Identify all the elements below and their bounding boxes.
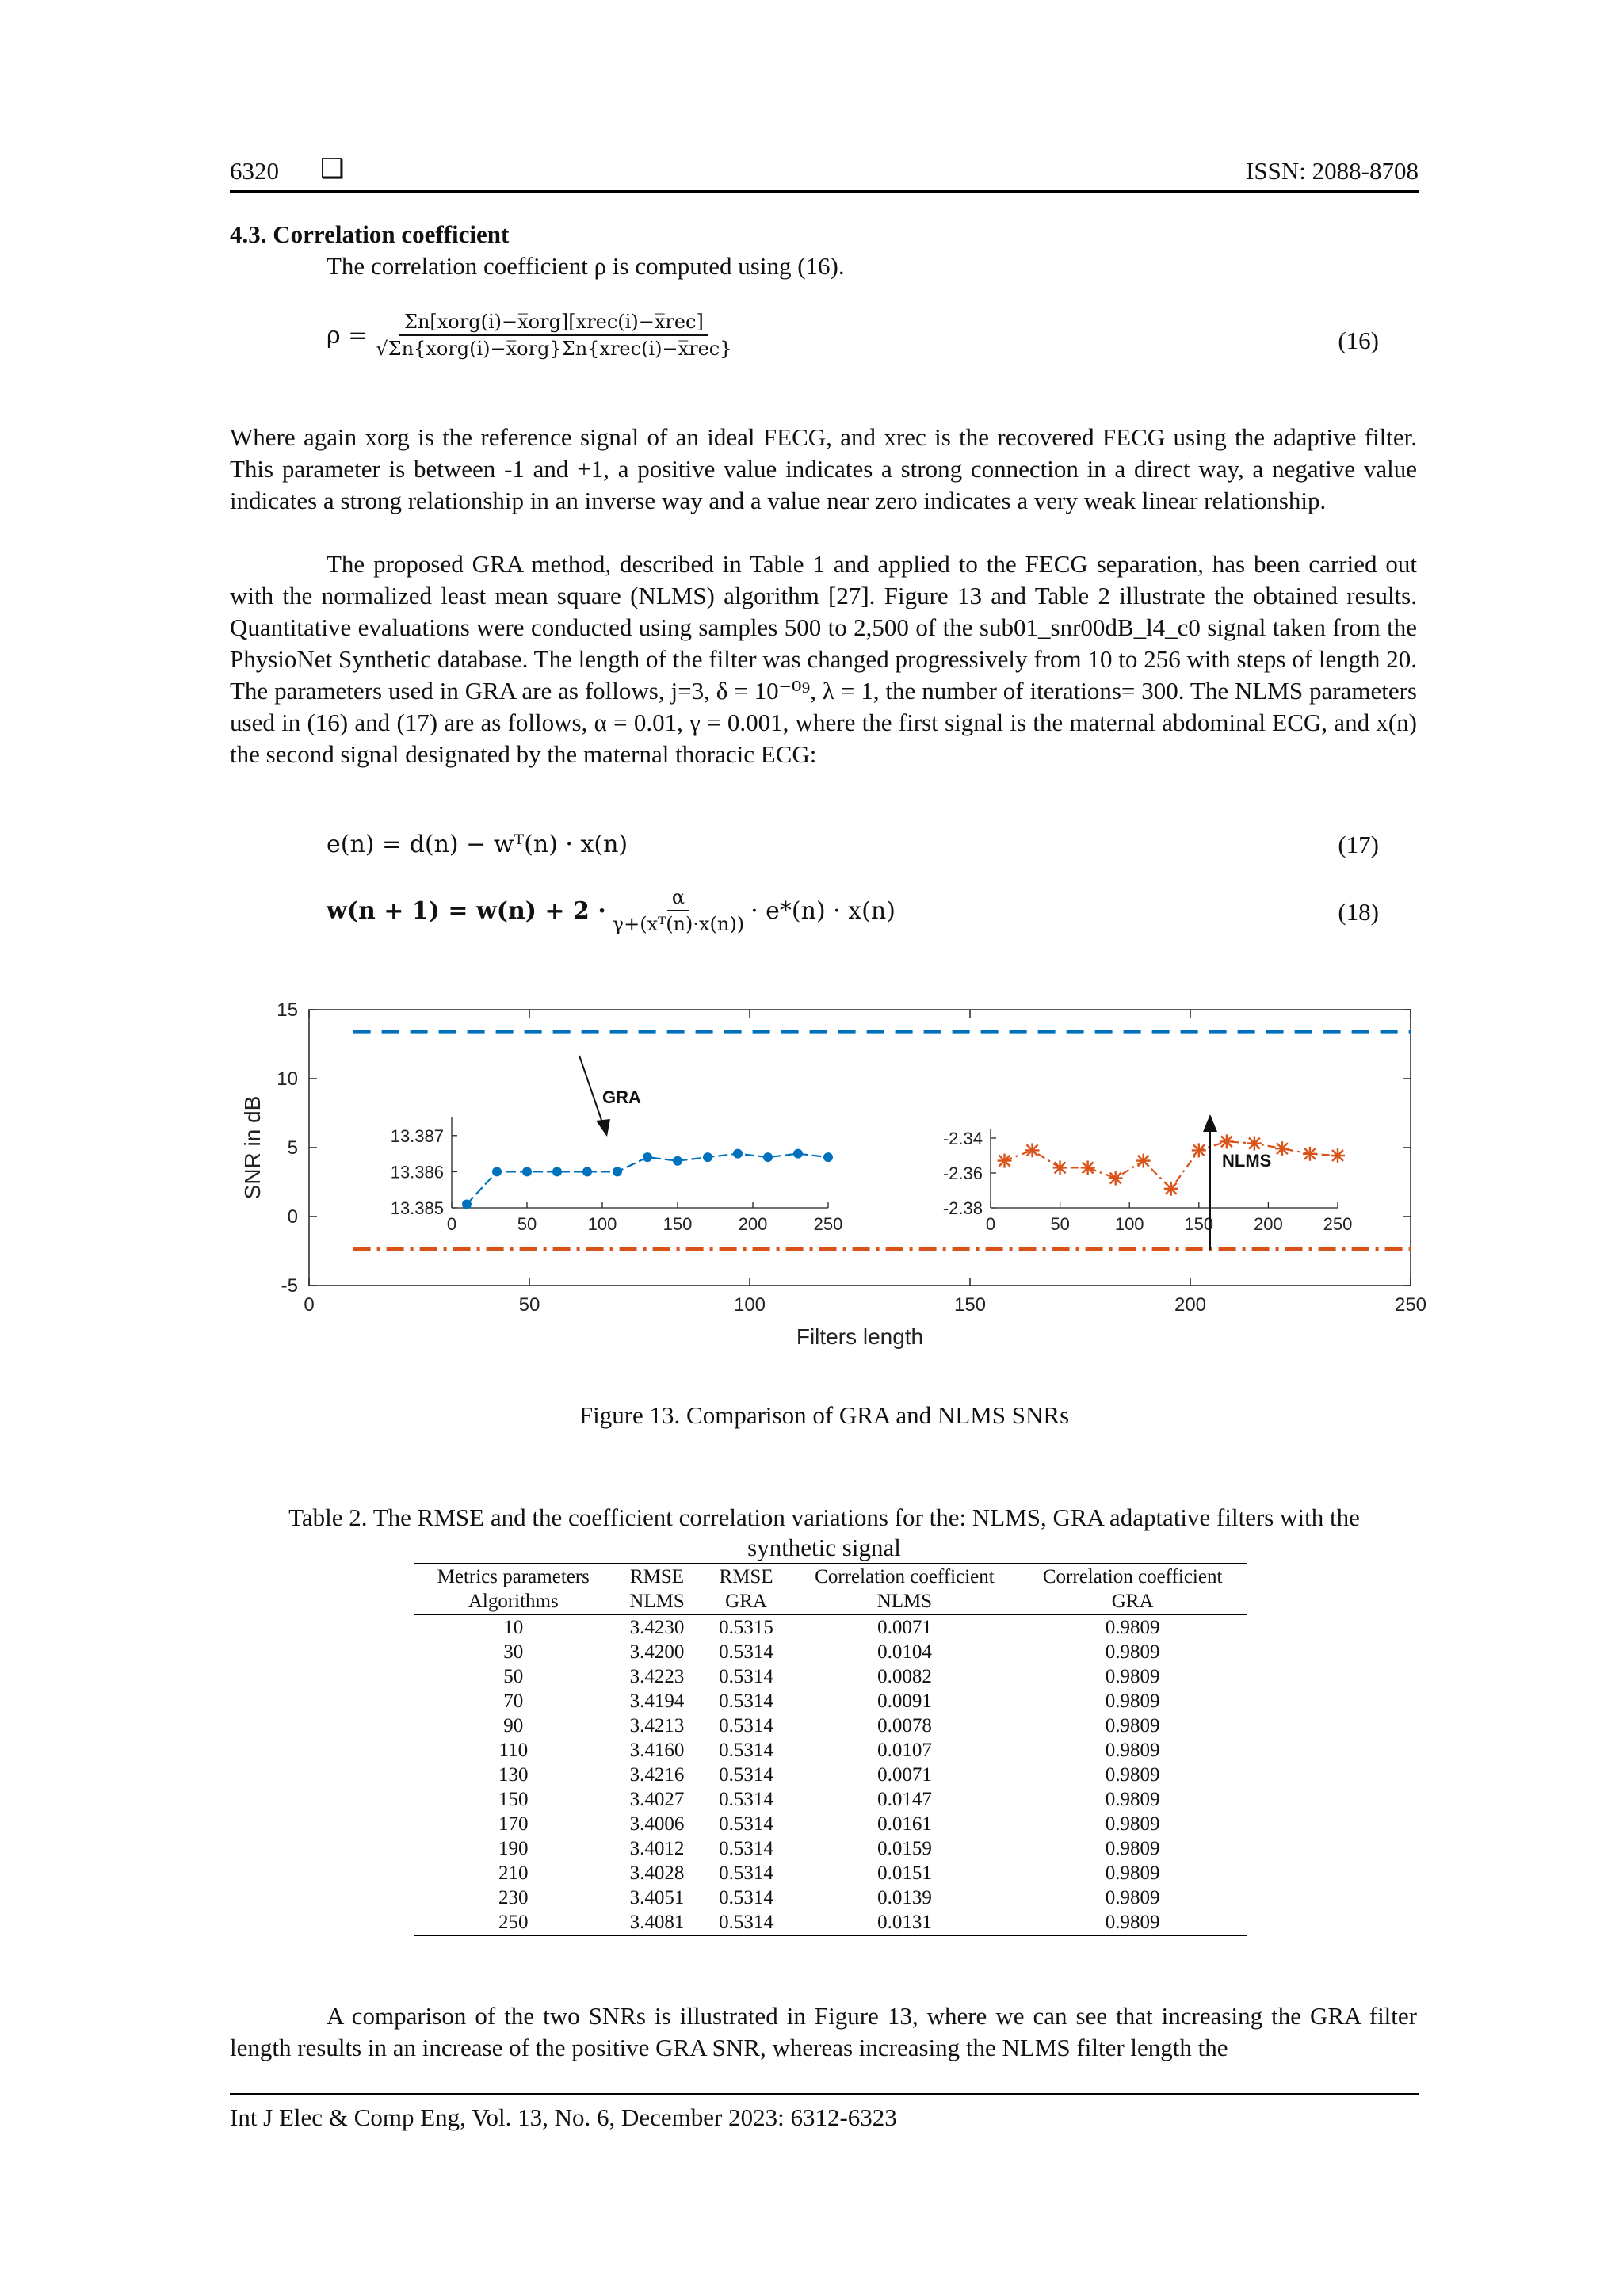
data-point	[1247, 1137, 1262, 1151]
data-point	[582, 1167, 592, 1176]
table-cell: 90	[503, 1715, 524, 1736]
table-cell: 0.0139	[877, 1887, 932, 1908]
eq18-lhs: w(n + 1) = w(n) + 2 ·	[327, 896, 606, 925]
inset-y-tick-label: 13.387	[390, 1125, 444, 1146]
table-cell: 0.9809	[1105, 1887, 1160, 1908]
page-number: 6320	[230, 157, 279, 185]
y-tick-label: 10	[277, 1068, 298, 1090]
table-cell: 0.9809	[1105, 1641, 1160, 1663]
table-cell: 3.4012	[629, 1838, 685, 1859]
eq17-number: (17)	[1338, 831, 1379, 858]
data-point	[1109, 1171, 1123, 1186]
data-point	[703, 1152, 712, 1162]
table-cell: 0.9809	[1105, 1838, 1160, 1859]
table-row	[414, 1614, 1247, 1640]
table-cell: 0.0147	[877, 1789, 932, 1810]
y-tick-label: 15	[277, 1000, 298, 1021]
table-cell: 0.9809	[1105, 1715, 1160, 1736]
data-point	[492, 1167, 502, 1176]
x-tick-label: 0	[304, 1294, 315, 1316]
table-cell: 3.4006	[629, 1813, 685, 1835]
inset-y-tick-label: -2.34	[942, 1129, 983, 1148]
table-cell: 10	[503, 1617, 524, 1638]
data-point	[1025, 1143, 1040, 1157]
inset-x-tick-label: 50	[1050, 1214, 1070, 1234]
table-cell: 0.9809	[1105, 1862, 1160, 1884]
table-row	[414, 1689, 1247, 1713]
table-cell: 0.5315	[719, 1617, 773, 1638]
header-rule	[230, 190, 1419, 193]
table-cell: 0.0071	[877, 1617, 932, 1638]
inset-x-tick-label: 250	[813, 1214, 843, 1234]
table-cell: 0.5314	[719, 1789, 773, 1810]
table-cell: 0.0151	[877, 1862, 932, 1884]
table-cell: 30	[503, 1641, 524, 1663]
eq18-rhs: · e*(n) · x(n)	[750, 896, 896, 925]
table-cell: 3.4200	[629, 1641, 685, 1663]
table-2-wrapper	[414, 1563, 1247, 1936]
table-cell: 3.4051	[629, 1887, 685, 1908]
inset-y-tick-label: 13.386	[390, 1162, 444, 1182]
table-header-cell: Metrics parameters	[414, 1564, 613, 1589]
issn: ISSN: 2088-8708	[1246, 157, 1419, 185]
table-cell: 3.4230	[629, 1617, 685, 1638]
table-2	[414, 1563, 1247, 1936]
table-cell: 0.5314	[719, 1862, 773, 1884]
table-cell: 0.0091	[877, 1690, 932, 1712]
table-row	[414, 1885, 1247, 1910]
nlms-annotation-label: NLMS	[1222, 1151, 1272, 1171]
table-cell: 0.9809	[1105, 1789, 1160, 1810]
table-cell: 3.4216	[629, 1764, 685, 1786]
inset-x-tick-label: 150	[663, 1214, 693, 1234]
data-point	[1331, 1148, 1345, 1163]
table-cell: 0.5314	[719, 1764, 773, 1786]
table-body	[414, 1614, 1247, 1935]
section-intro: The correlation coefficient ρ is computed using (16).	[327, 252, 845, 280]
eq18-fraction	[613, 886, 744, 935]
inset-x-tick-label: 150	[1184, 1214, 1214, 1234]
inset-x-tick-label: 50	[517, 1214, 537, 1234]
table-header-cell: Correlation coefficient	[791, 1564, 1019, 1589]
table-cell: 190	[498, 1838, 529, 1859]
table-row	[414, 1763, 1247, 1787]
table-cell: 0.5314	[719, 1887, 773, 1908]
table-cell: 230	[498, 1887, 529, 1908]
data-point	[733, 1149, 743, 1159]
data-point	[1164, 1182, 1178, 1196]
y-tick-label: -5	[281, 1275, 298, 1297]
data-point	[793, 1149, 803, 1159]
table-cell: 250	[414, 1910, 613, 1935]
table-row	[414, 1738, 1247, 1763]
eq16-lhs: ρ =	[327, 321, 369, 350]
table-row	[414, 1812, 1247, 1836]
table-cell: 0.0161	[877, 1813, 932, 1835]
table-row	[414, 1787, 1247, 1812]
table-header-cell: GRA	[701, 1589, 790, 1614]
table-row	[414, 1910, 1247, 1935]
table-row	[414, 1664, 1247, 1689]
table-cell: 3.4213	[629, 1715, 685, 1736]
table-row	[414, 1861, 1247, 1885]
x-tick-label: 250	[1394, 1294, 1427, 1316]
data-point	[1081, 1160, 1095, 1175]
table-row	[414, 1713, 1247, 1738]
table-cell: 0.5314	[719, 1641, 773, 1663]
table-cell: 0.5314	[719, 1740, 773, 1761]
data-point	[1136, 1154, 1151, 1168]
inset-y-tick-label: -2.36	[942, 1163, 983, 1183]
table-header-cell: GRA	[1018, 1589, 1247, 1614]
inset-x-tick-label: 100	[1114, 1214, 1144, 1234]
table-cell: 0.0107	[877, 1740, 932, 1761]
data-point	[1275, 1141, 1289, 1156]
table-cell: 0.0104	[877, 1641, 932, 1663]
eq16-denominator: √Σn{xorg(i)−x̅org}Σn{xrec(i)−x̅rec}	[376, 338, 732, 360]
table-cell: 0.5314	[701, 1910, 790, 1935]
inset-x-tick-label: 200	[738, 1214, 768, 1234]
table-cell: 0.0078	[877, 1715, 932, 1736]
eq16-fraction	[376, 311, 731, 360]
table-header-cell: Correlation coefficient	[1018, 1564, 1247, 1589]
data-point	[613, 1167, 622, 1176]
table-header-cell: NLMS	[613, 1589, 702, 1614]
table-cell: 210	[498, 1862, 529, 1884]
inset-y-tick-label: 13.385	[390, 1198, 444, 1218]
table-cell: 0.0159	[877, 1838, 932, 1859]
table-cell: 3.4223	[629, 1666, 685, 1687]
paragraph-comparison: A comparison of the two SNRs is illustrated in Figure 13, where we can see that increasing the GRA filter length results in an increase of the positive GRA SNR, whereas increasing the NLMS filter length the	[230, 2002, 1417, 2061]
equation-17: e(n) = d(n) − wᵀ(n) · x(n)	[327, 831, 628, 858]
x-axis-label: Filters length	[796, 1324, 924, 1349]
table-cell: 170	[498, 1813, 529, 1835]
equation-16	[327, 311, 732, 360]
figure-caption: Figure 13. Comparison of GRA and NLMS SNRs	[579, 1401, 1070, 1429]
table-cell: 150	[498, 1789, 529, 1810]
table-header-cell: RMSE	[613, 1564, 702, 1589]
data-point	[823, 1152, 833, 1162]
table-cell: 130	[498, 1764, 529, 1786]
data-point	[1220, 1134, 1234, 1148]
table-caption-line1: Table 2. The RMSE and the coefficient correlation variations for the: NLMS, GRA adaptative filters with the	[288, 1503, 1360, 1531]
eq18-number: (18)	[1338, 898, 1379, 926]
figure-13-chart	[230, 1000, 1450, 1373]
section-heading: 4.3. Correlation coefficient	[230, 220, 510, 248]
y-axis-label: SNR in dB	[240, 1095, 265, 1200]
paragraph-definition: Where again xorg is the reference signal of an ideal FECG, and xrec is the recovered FECG using the adaptive filter. This parameter is between -1 and +1, a positive value indicates a strong connection in a direct way, a negative value indicates a strong relationship in an inverse way and a value near zero indicates a very weak linear relationship.	[230, 423, 1417, 514]
table-caption	[230, 1503, 1419, 1563]
x-tick-label: 150	[953, 1294, 987, 1316]
table-cell: 0.5314	[719, 1715, 773, 1736]
data-point	[1053, 1160, 1067, 1175]
table-cell: 3.4081	[613, 1910, 702, 1935]
data-point	[643, 1152, 652, 1162]
table-cell: 0.5314	[719, 1813, 773, 1835]
inset-x-tick-label: 100	[587, 1214, 617, 1234]
table-cell: 0.9809	[1105, 1740, 1160, 1761]
footer-citation: Int J Elec & Comp Eng, Vol. 13, No. 6, December 2023: 6312-6323	[230, 2103, 897, 2131]
table-cell: 0.9809	[1105, 1813, 1160, 1835]
table-cell: 50	[503, 1666, 524, 1687]
table-cell: 3.4160	[629, 1740, 685, 1761]
table-row	[414, 1640, 1247, 1664]
data-point	[462, 1199, 472, 1209]
table-cell: 0.9809	[1018, 1910, 1247, 1935]
data-point	[552, 1167, 562, 1176]
data-point	[763, 1152, 773, 1162]
table-cell: 0.0071	[877, 1764, 932, 1786]
table-header-row-2	[414, 1589, 1247, 1614]
inset-y-tick-label: -2.38	[942, 1198, 983, 1218]
inset-x-tick-label: 0	[446, 1214, 457, 1234]
x-tick-label: 50	[518, 1294, 540, 1316]
eq16-numerator: Σn[xorg(i)−x̅org][xrec(i)−x̅rec]	[399, 311, 708, 336]
table-cell: 0.5314	[719, 1838, 773, 1859]
y-tick-label: 0	[287, 1206, 298, 1228]
table-cell: 0.9809	[1105, 1666, 1160, 1687]
footer-rule	[230, 2093, 1419, 2095]
box-icon: ❑	[320, 153, 345, 185]
table-cell: 0.5314	[719, 1690, 773, 1712]
table-header-cell: RMSE	[701, 1564, 790, 1589]
table-cell: 0.0131	[791, 1910, 1019, 1935]
data-point	[998, 1154, 1012, 1168]
inset-x-tick-label: 0	[985, 1214, 996, 1234]
eq18-denominator: γ+(xᵀ(n)·x(n))	[612, 913, 745, 935]
paragraph-method: The proposed GRA method, described in Table 1 and applied to the FECG separation, has been carried out with the normalized least mean square (NLMS) algorithm [27]. Figure 13 and Table 2 illustrate the obtained results. Quantitative evaluations were conducted using samples 500 to 2,500 of the sub01_snr00dB_l4_c0 signal taken from the PhysioNet Synthetic database. The length of the filter was changed progressively from 10 to 256 with steps of length 20. The parameters used in GRA are as follows, j=3, δ = 10⁻⁰⁹, λ = 1, the number of iterations= 300. The NLMS parameters used in (16) and (17) are as follows, α = 0.01, γ = 0.001, where the first signal is the maternal abdominal ECG, and x(n) the second signal designated by the maternal thoracic ECG:	[230, 550, 1417, 768]
x-tick-label: 200	[1174, 1294, 1207, 1316]
table-header-cell: NLMS	[791, 1589, 1019, 1614]
table-header-row-1	[414, 1564, 1247, 1589]
inset-x-tick-label: 200	[1254, 1214, 1283, 1234]
gra-annotation-label: GRA	[602, 1087, 641, 1107]
equation-18	[327, 886, 896, 935]
y-tick-label: 5	[287, 1137, 298, 1159]
table-cell: 3.4194	[629, 1690, 685, 1712]
data-point	[522, 1167, 532, 1176]
table-cell: 0.5314	[719, 1666, 773, 1687]
inset-x-tick-label: 250	[1323, 1214, 1353, 1234]
table-cell: 70	[503, 1690, 524, 1712]
table-caption-line2: synthetic signal	[747, 1534, 901, 1561]
data-point	[1192, 1143, 1206, 1157]
table-cell: 0.0082	[877, 1666, 932, 1687]
data-point	[1303, 1147, 1317, 1161]
eq16-number: (16)	[1338, 327, 1379, 354]
table-cell: 0.9809	[1105, 1617, 1160, 1638]
table-cell: 0.9809	[1105, 1764, 1160, 1786]
main-plot-box	[309, 1010, 1411, 1286]
table-cell: 0.9809	[1105, 1690, 1160, 1712]
data-point	[673, 1156, 682, 1166]
table-row	[414, 1836, 1247, 1861]
eq18-numerator: α	[667, 886, 689, 911]
table-cell: 3.4027	[629, 1789, 685, 1810]
table-header-cell: Algorithms	[414, 1589, 613, 1614]
table-cell: 3.4028	[629, 1862, 685, 1884]
x-tick-label: 100	[733, 1294, 766, 1316]
table-cell: 110	[498, 1740, 529, 1761]
